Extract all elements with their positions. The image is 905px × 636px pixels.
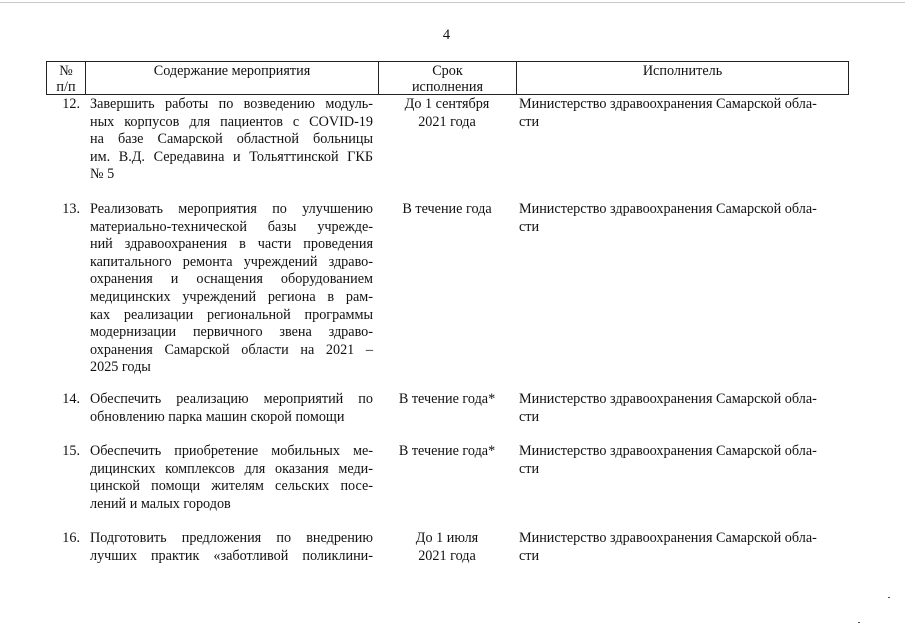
header-term-line: исполнения (411, 79, 484, 95)
term-line: В течение года (402, 201, 492, 217)
content-line: охранения и оснащения оборудованием (90, 271, 373, 288)
header-number-line: № (59, 63, 73, 79)
content-line: обновлению парка машин скорой помощи (90, 408, 345, 425)
content-line: им. В.Д. Середавина и Тольяттинской ГКБ (90, 148, 373, 165)
row-number: 13. (62, 201, 80, 217)
row-term (378, 201, 516, 219)
row-term (378, 391, 516, 409)
content-line: ных корпусов для пациентов с COVID-19 (90, 113, 373, 130)
executor-line: сти (519, 547, 540, 564)
content-line: Обеспечить реализацию мероприятий по (90, 391, 373, 407)
row-number: 12. (62, 96, 80, 112)
executor-line: сти (519, 218, 540, 235)
executor-line: Министерство здравоохранения Самарской обла- (519, 201, 817, 217)
row-number: 15. (62, 443, 80, 459)
header-number-line: п/п (56, 79, 76, 95)
content-line: лений и малых городов (90, 495, 231, 512)
table-header (46, 61, 849, 95)
header-term-line: Срок (432, 63, 463, 79)
content-line: ний здравоохранения в части проведения (90, 236, 373, 253)
content-line: ках реализации региональной программы (90, 306, 373, 323)
row-content (90, 391, 373, 426)
content-line: Обеспечить приобретение мобильных ме- (90, 443, 373, 459)
content-line: Завершить работы по возведению модуль- (90, 96, 373, 112)
row-number: 14. (62, 391, 80, 407)
row-content (90, 201, 373, 377)
row-number: 16. (62, 530, 80, 546)
row-executor (519, 530, 849, 565)
content-line: цинской помощи жителям сельских посе- (90, 478, 373, 495)
row-term (378, 530, 516, 565)
content-line: медицинских учреждений региона в рам- (90, 288, 373, 305)
term-line: В течение года* (398, 391, 496, 407)
header-executor: Исполнитель (516, 62, 848, 94)
row-executor (519, 391, 849, 426)
scan-speck (888, 597, 890, 598)
content-line: на базе Самарской областной больницы (90, 131, 373, 148)
scan-speck (858, 622, 860, 623)
term-line: 2021 года (418, 547, 476, 564)
content-line: охранения Самарской области на 2021 – (90, 341, 373, 358)
row-executor (519, 201, 849, 236)
content-line: модернизации первичного звена здраво- (90, 324, 373, 341)
executor-line: Министерство здравоохранения Самарской обла- (519, 530, 817, 546)
content-line: дицинских комплексов для оказания меди- (90, 460, 373, 477)
header-content: Содержание мероприятия (85, 62, 378, 94)
row-content (90, 443, 373, 513)
page-number: 4 (442, 27, 451, 43)
term-line: До 1 июля (415, 530, 479, 546)
term-line: В течение года* (398, 443, 496, 459)
executor-line: Министерство здравоохранения Самарской обла- (519, 391, 817, 407)
content-line: материально-технической базы учрежде- (90, 218, 373, 235)
row-term (378, 443, 516, 461)
row-executor (519, 96, 849, 131)
row-content (90, 530, 373, 565)
executor-line: сти (519, 113, 540, 130)
executor-line: Министерство здравоохранения Самарской обла- (519, 443, 817, 459)
content-line: капитального ремонта учреждений здраво- (90, 253, 373, 270)
row-executor (519, 443, 849, 478)
term-line: 2021 года (418, 113, 476, 130)
content-line: 2025 годы (90, 359, 151, 376)
content-line: лучших практик «заботливой поликлини- (90, 547, 373, 564)
term-line: До 1 сентября (404, 96, 490, 112)
header-term (378, 62, 516, 94)
row-content (90, 96, 373, 184)
content-line: № 5 (90, 166, 115, 183)
header-number (47, 62, 85, 94)
executor-line: Министерство здравоохранения Самарской обла- (519, 96, 817, 112)
executor-line: сти (519, 460, 540, 477)
content-line: Подготовить предложения по внедрению (90, 530, 373, 546)
top-rule (0, 2, 905, 3)
row-term (378, 96, 516, 131)
executor-line: сти (519, 408, 540, 425)
content-line: Реализовать мероприятия по улучшению (90, 201, 373, 217)
